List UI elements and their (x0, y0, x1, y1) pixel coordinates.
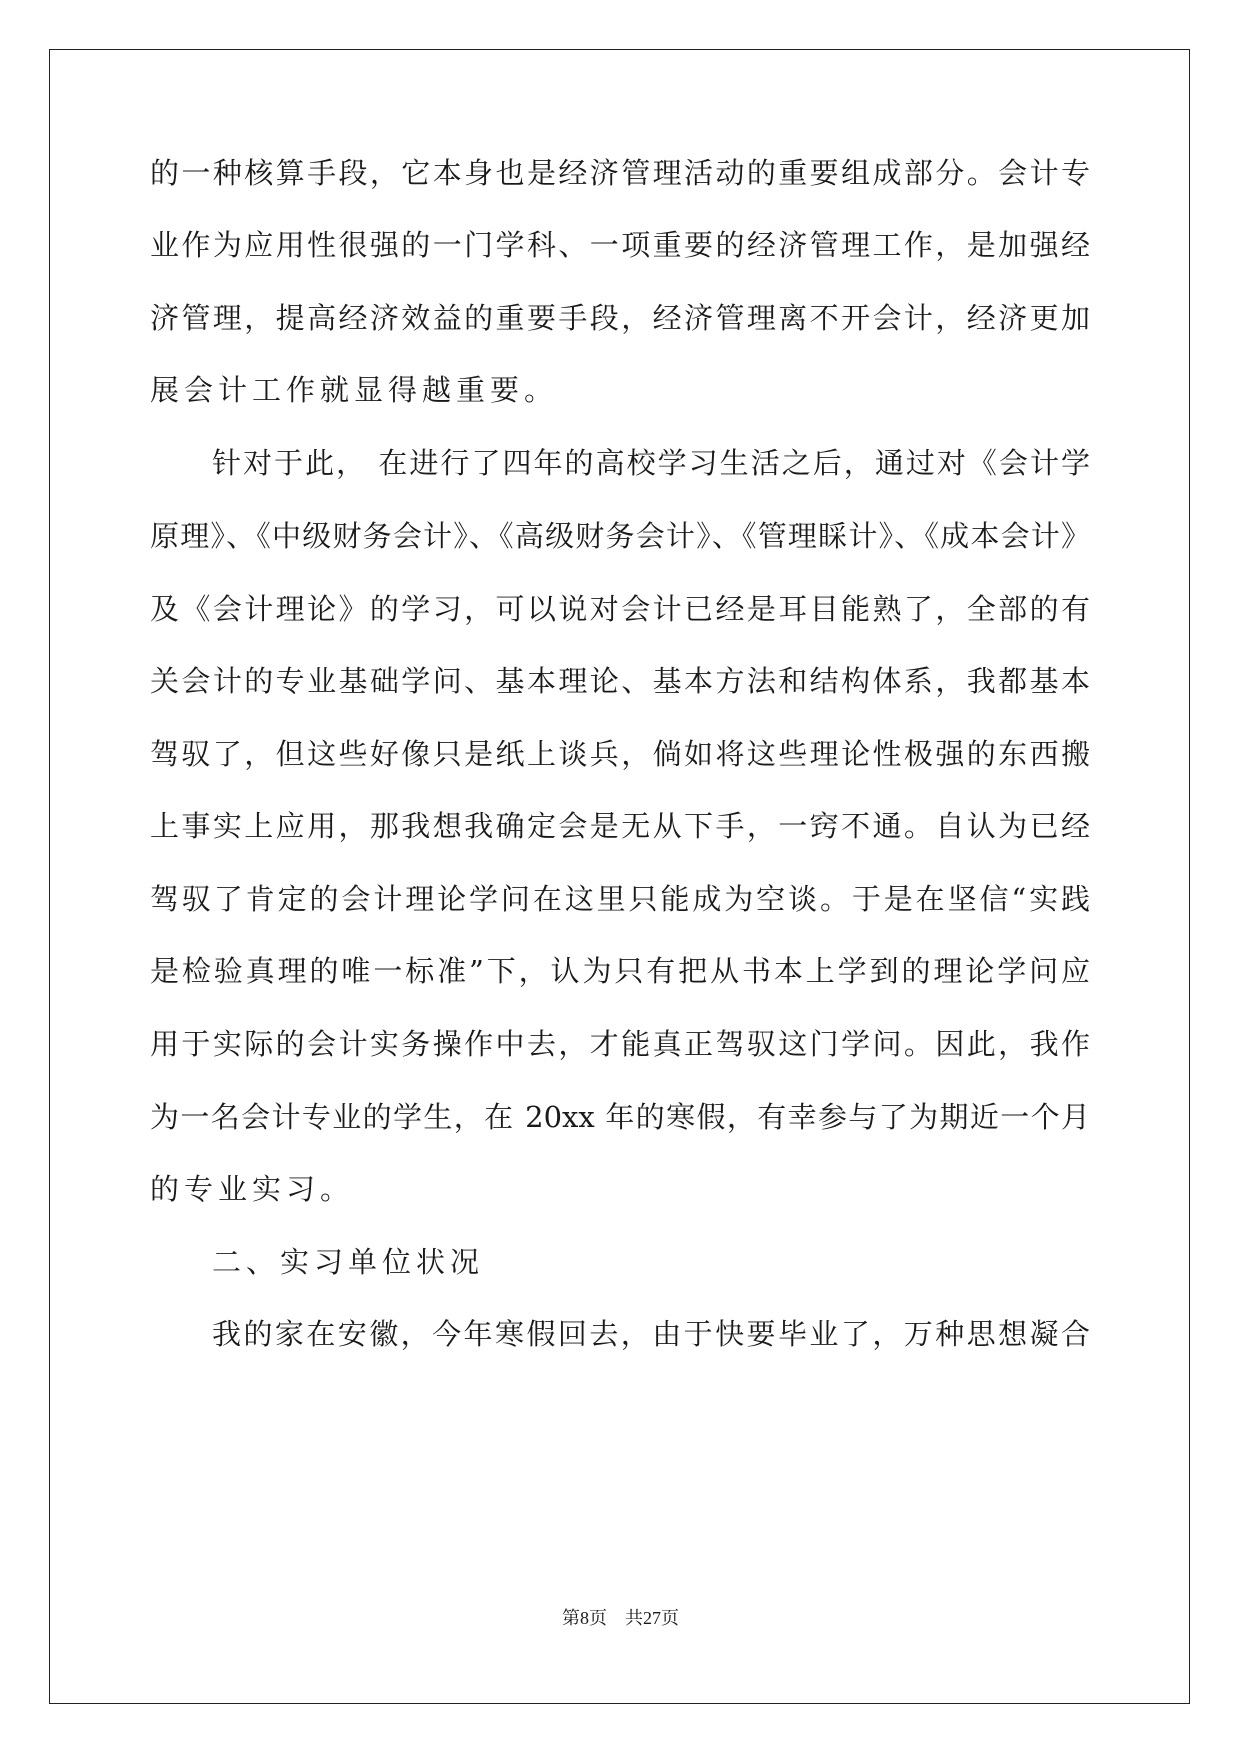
page-footer (0, 1604, 1241, 1630)
text-line: 为一名会计专业的学生，在 20xx 年的寒假，有幸参与了为期近一个月 (150, 1100, 1090, 1134)
text-line: 驾驭了，但这些好像只是纸上谈兵，倘如将这些理论性极强的东西搬 (150, 737, 1090, 771)
section-heading: 二、实习单位状况 (212, 1245, 485, 1279)
footer-middle: 页 共 (589, 1608, 643, 1629)
text-line: 展会计工作就显得越重要。 (150, 373, 559, 407)
text-line: 驾驭了肯定的会计理论学问在这里只能成为空谈。于是在坚信“实践 (150, 882, 1090, 916)
text-line: 及《会计理论》的学习，可以说对会计已经是耳目能熟了，全部的有 (150, 592, 1090, 626)
text-line: 关会计的专业基础学问、基本理论、基本方法和结构体系，我都基本 (150, 664, 1090, 698)
footer-suffix: 页 (661, 1608, 679, 1629)
text-line: 用于实际的会计实务操作中去，才能真正驾驭这门学问。因此，我作 (150, 1027, 1090, 1061)
text-line: 济管理，提高经济效益的重要手段，经济管理离不开会计，经济更加 (150, 301, 1090, 335)
text-line: 原理》、《中级财务会计》、《高级财务会计》、《管理睬计》、《成本会计》 (150, 519, 1090, 553)
footer-prefix: 第 (562, 1608, 580, 1629)
text-line: 上事实上应用，那我想我确定会是无从下手，一窍不通。自认为已经 (150, 809, 1090, 843)
text-line: 的一种核算手段，它本身也是经济管理活动的重要组成部分。会计专 (150, 156, 1090, 190)
current-page-number: 8 (580, 1608, 589, 1628)
total-page-count: 27 (643, 1608, 661, 1628)
text-line: 我的家在安徽，今年寒假回去，由于快要毕业了，万种思想凝合 (212, 1317, 1090, 1351)
text-line: 针对于此， 在进行了四年的高校学习生活之后，通过对《会计学 (212, 446, 1090, 480)
text-line: 是检验真理的唯一标准”下，认为只有把从书本上学到的理论学问应 (150, 954, 1090, 988)
text-line: 业作为应用性很强的一门学科、一项重要的经济管理工作，是加强经 (150, 228, 1090, 262)
text-line: 的专业实习。 (150, 1172, 355, 1206)
